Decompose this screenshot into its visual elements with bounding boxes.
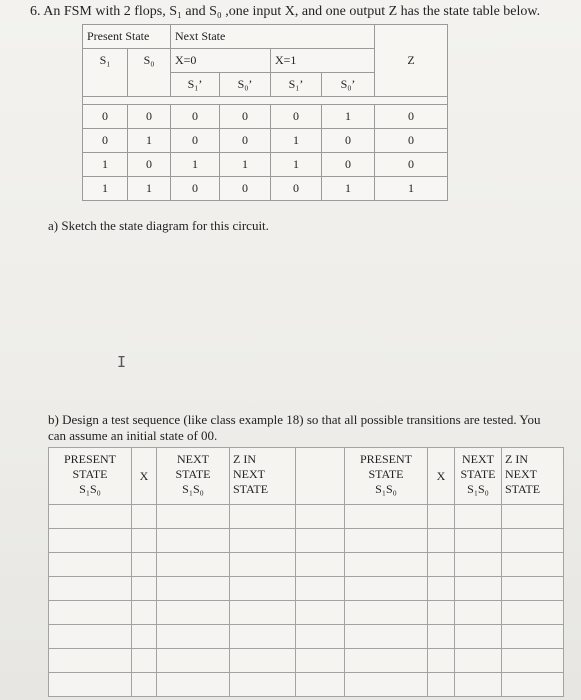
test-table-blank-row xyxy=(49,601,564,625)
blank-answer-cell[interactable] xyxy=(157,529,230,553)
blank-answer-cell[interactable] xyxy=(296,625,345,649)
blank-answer-cell[interactable] xyxy=(455,577,502,601)
separator-col xyxy=(296,448,345,505)
z-header: Z xyxy=(375,25,448,97)
blank-answer-cell[interactable] xyxy=(455,505,502,529)
test-table-header-row xyxy=(49,448,564,505)
blank-answer-cell[interactable] xyxy=(49,505,132,529)
x-col-header-2: X xyxy=(428,448,455,505)
test-table-blank-row xyxy=(49,553,564,577)
cell: 1 xyxy=(83,153,128,177)
blank-answer-cell[interactable] xyxy=(296,505,345,529)
cell: 1 xyxy=(128,129,171,153)
x-col-header: X xyxy=(132,448,157,505)
s1-header: S₁ xyxy=(83,49,128,97)
cell: 0 xyxy=(220,177,271,201)
state-row xyxy=(83,105,448,129)
cell: 0 xyxy=(171,177,220,201)
s1-next-x1-header: S₁’ xyxy=(271,73,322,97)
blank-answer-cell[interactable] xyxy=(132,649,157,673)
blank-answer-cell[interactable] xyxy=(502,529,564,553)
state-row xyxy=(83,177,448,201)
header-line: STATE xyxy=(72,467,108,481)
blank-answer-cell[interactable] xyxy=(428,529,455,553)
header-line: STATE xyxy=(368,467,404,481)
blank-answer-cell[interactable] xyxy=(132,625,157,649)
test-sequence-grid xyxy=(48,447,564,697)
blank-answer-cell[interactable] xyxy=(455,601,502,625)
header-line: STATE xyxy=(233,482,269,496)
blank-answer-cell[interactable] xyxy=(157,505,230,529)
cell: 0 xyxy=(271,105,322,129)
cell: 0 xyxy=(271,177,322,201)
next-state-col-header xyxy=(157,448,230,505)
cell: 1 xyxy=(322,105,375,129)
blank-answer-cell[interactable] xyxy=(502,505,564,529)
blank-answer-cell[interactable] xyxy=(502,649,564,673)
test-table-blank-row xyxy=(49,505,564,529)
blank-answer-cell[interactable] xyxy=(428,505,455,529)
test-sequence-table xyxy=(48,447,564,697)
header-line: S₁S₀ xyxy=(375,482,397,496)
state-row xyxy=(83,129,448,153)
blank-answer-cell[interactable] xyxy=(157,673,230,697)
blank-answer-cell[interactable] xyxy=(296,529,345,553)
test-table-blank-row xyxy=(49,625,564,649)
present-state-col-header-2 xyxy=(345,448,428,505)
blank-answer-cell[interactable] xyxy=(49,553,132,577)
blank-answer-cell[interactable] xyxy=(49,529,132,553)
header-line: NEXT xyxy=(505,467,537,481)
blank-answer-cell[interactable] xyxy=(157,625,230,649)
blank-answer-cell[interactable] xyxy=(502,577,564,601)
cell: 1 xyxy=(171,153,220,177)
blank-answer-cell[interactable] xyxy=(428,649,455,673)
blank-answer-cell[interactable] xyxy=(157,601,230,625)
blank-answer-cell[interactable] xyxy=(428,553,455,577)
blank-answer-cell[interactable] xyxy=(455,529,502,553)
blank-answer-cell[interactable] xyxy=(49,673,132,697)
blank-answer-cell[interactable] xyxy=(428,625,455,649)
header-line: NEXT xyxy=(462,452,494,466)
blank-answer-cell[interactable] xyxy=(455,625,502,649)
s0-header: S₀ xyxy=(128,49,171,97)
cell: 0 xyxy=(220,129,271,153)
blank-answer-cell[interactable] xyxy=(132,673,157,697)
test-table-blank-row xyxy=(49,673,564,697)
cell: 0 xyxy=(375,105,448,129)
blank-answer-cell[interactable] xyxy=(455,649,502,673)
cell: 1 xyxy=(128,177,171,201)
blank-answer-cell[interactable] xyxy=(502,673,564,697)
blank-answer-cell[interactable] xyxy=(345,553,428,577)
z-in-next-state-col-header xyxy=(230,448,296,505)
header-line: PRESENT xyxy=(359,452,412,466)
text-cursor-icon: I xyxy=(117,353,127,371)
blank-answer-cell[interactable] xyxy=(345,673,428,697)
header-line: PRESENT xyxy=(63,452,116,466)
cell: 0 xyxy=(220,105,271,129)
cell: 1 xyxy=(271,129,322,153)
blank-answer-cell[interactable] xyxy=(455,673,502,697)
blank-answer-cell[interactable] xyxy=(132,601,157,625)
test-table-blank-row xyxy=(49,577,564,601)
blank-answer-cell[interactable] xyxy=(428,673,455,697)
cell: 0 xyxy=(171,129,220,153)
blank-answer-cell[interactable] xyxy=(230,625,296,649)
cell: 0 xyxy=(375,153,448,177)
z-in-next-state-col-header-2 xyxy=(502,448,564,505)
blank-answer-cell[interactable] xyxy=(49,649,132,673)
cell: 0 xyxy=(375,129,448,153)
cell: 1 xyxy=(375,177,448,201)
cell: 0 xyxy=(171,105,220,129)
blank-answer-cell[interactable] xyxy=(49,601,132,625)
question-title: 6. An FSM with 2 flops, S₁ and S₀ ,one input X, and one output Z has the state table below. xyxy=(30,4,541,19)
blank-answer-cell[interactable] xyxy=(296,649,345,673)
blank-answer-cell[interactable] xyxy=(230,601,296,625)
table-spacer xyxy=(83,97,448,105)
blank-answer-cell[interactable] xyxy=(502,601,564,625)
blank-answer-cell[interactable] xyxy=(230,649,296,673)
state-table-header-row-1 xyxy=(83,25,448,49)
cell: 1 xyxy=(83,177,128,201)
header-line: S₁S₀ xyxy=(467,482,489,496)
header-line: STATE xyxy=(460,467,496,481)
next-state-col-header-2 xyxy=(455,448,502,505)
blank-answer-cell[interactable] xyxy=(345,577,428,601)
blank-answer-cell[interactable] xyxy=(230,577,296,601)
blank-answer-cell[interactable] xyxy=(230,529,296,553)
x0-header: X=0 xyxy=(171,49,271,73)
header-line: S₁S₀ xyxy=(182,482,204,496)
next-state-header: Next State xyxy=(171,25,375,49)
cell: 0 xyxy=(83,129,128,153)
s0-next-x1-header: S₀’ xyxy=(322,73,375,97)
cell: 1 xyxy=(220,153,271,177)
blank-answer-cell[interactable] xyxy=(49,577,132,601)
blank-answer-cell[interactable] xyxy=(132,505,157,529)
blank-answer-cell[interactable] xyxy=(157,577,230,601)
blank-answer-cell[interactable] xyxy=(230,505,296,529)
test-table-blank-row xyxy=(49,649,564,673)
blank-answer-cell[interactable] xyxy=(455,553,502,577)
cell: 0 xyxy=(128,105,171,129)
state-row xyxy=(83,153,448,177)
cell: 1 xyxy=(322,177,375,201)
cell: 1 xyxy=(271,153,322,177)
blank-answer-cell[interactable] xyxy=(428,577,455,601)
blank-answer-cell[interactable] xyxy=(230,553,296,577)
cell: 0 xyxy=(322,153,375,177)
blank-answer-cell[interactable] xyxy=(230,673,296,697)
blank-answer-cell[interactable] xyxy=(157,649,230,673)
s1-next-x0-header: S₁’ xyxy=(171,73,220,97)
part-b-prompt: b) Design a test sequence (like class example 18) so that all possible transitions are tested. You can assume an initial state of 00. xyxy=(48,412,541,443)
header-line: NEXT xyxy=(177,452,209,466)
blank-answer-cell[interactable] xyxy=(132,553,157,577)
blank-answer-cell[interactable] xyxy=(502,625,564,649)
blank-answer-cell[interactable] xyxy=(502,553,564,577)
blank-answer-cell[interactable] xyxy=(345,505,428,529)
blank-answer-cell[interactable] xyxy=(345,625,428,649)
s0-next-x0-header: S₀’ xyxy=(220,73,271,97)
cell: 0 xyxy=(322,129,375,153)
part-a-prompt: a) Sketch the state diagram for this circuit. xyxy=(48,218,269,233)
blank-answer-cell[interactable] xyxy=(132,577,157,601)
blank-answer-cell[interactable] xyxy=(296,601,345,625)
header-line: S₁S₀ xyxy=(79,482,101,496)
header-line: NEXT xyxy=(233,467,265,481)
blank-answer-cell[interactable] xyxy=(296,553,345,577)
test-table-blank-row xyxy=(49,529,564,553)
present-state-col-header xyxy=(49,448,132,505)
blank-answer-cell[interactable] xyxy=(428,601,455,625)
cell: 0 xyxy=(83,105,128,129)
present-state-header: Present State xyxy=(83,25,171,49)
header-line: STATE xyxy=(505,482,541,496)
blank-answer-cell[interactable] xyxy=(157,553,230,577)
blank-answer-cell[interactable] xyxy=(345,601,428,625)
state-table xyxy=(82,24,448,201)
blank-answer-cell[interactable] xyxy=(345,529,428,553)
cell: 0 xyxy=(128,153,171,177)
header-line: Z IN xyxy=(233,452,256,466)
header-line: STATE xyxy=(175,467,211,481)
blank-answer-cell[interactable] xyxy=(132,529,157,553)
x1-header: X=1 xyxy=(271,49,375,73)
header-line: Z IN xyxy=(505,452,528,466)
blank-answer-cell[interactable] xyxy=(345,649,428,673)
blank-answer-cell[interactable] xyxy=(49,625,132,649)
blank-answer-cell[interactable] xyxy=(296,673,345,697)
blank-answer-cell[interactable] xyxy=(296,577,345,601)
